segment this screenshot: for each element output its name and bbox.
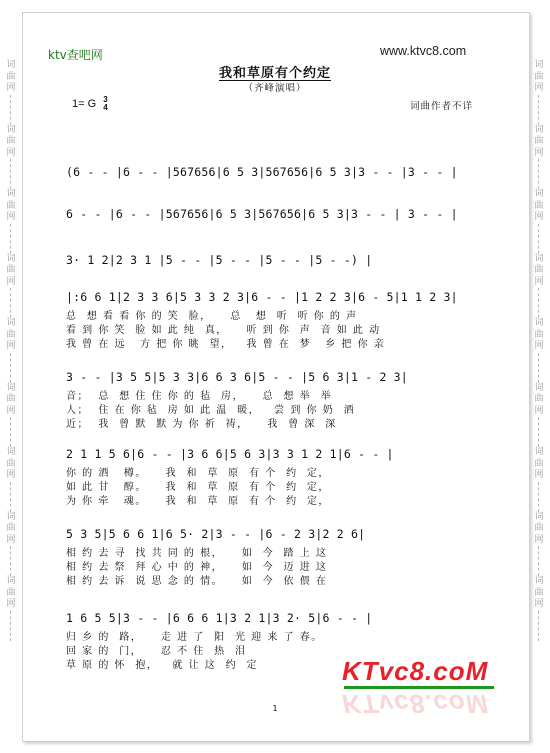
margin-dash [10, 611, 11, 641]
margin-text-group [6, 512, 15, 577]
lyric-line: 近； 我 曾 默 默 为 你 祈 祷， 我 曾 深 深 [66, 419, 337, 430]
time-signature-top: 3 [103, 95, 108, 104]
margin-dash [10, 159, 11, 189]
margin-dash [538, 353, 539, 383]
margin-char: 词 [534, 318, 544, 328]
lyric-line: 我 曾 在 远 方 把 你 眺 望， 我 曾 在 梦 乡 把 你 亲 [66, 339, 386, 350]
margin-char: 词 [534, 382, 544, 393]
margin-char: 词 [6, 511, 16, 522]
lyric-line: 回 家 的 门， 忍 不 住 热 泪 [66, 646, 247, 657]
margin-char: 曲 [534, 523, 544, 533]
margin-char: 曲 [534, 71, 544, 82]
margin-char: 曲 [534, 587, 544, 598]
margin-char: 网 [534, 341, 544, 351]
margin-text-group [534, 189, 543, 254]
lyric-line: 你 的 酒 樽。 我 和 草 原 有 个 约 定， [66, 468, 330, 479]
margin-char: 网 [6, 83, 16, 93]
margin-dash [10, 546, 11, 576]
notation-line: |:6 6 1|2 3 3 6|5 3 3 2 3|6 - - |1 2 2 3|6 - 5|1 1 2 3| [66, 290, 458, 304]
margin-dash [10, 417, 11, 447]
margin-dash [538, 288, 539, 318]
song-title: 我和草原有个约定 [218, 66, 331, 81]
margin-text-group [6, 125, 15, 190]
margin-char: 词 [534, 576, 544, 586]
right-margin-watermark [530, 0, 548, 753]
margin-dash [538, 224, 539, 254]
margin-char: 词 [6, 253, 16, 264]
lyric-line: 相 约 去 寻 找 共 同 的 根， 如 今 踏 上 这 [66, 548, 328, 559]
margin-char: 曲 [534, 265, 544, 275]
margin-dash [538, 482, 539, 512]
page-number: 1 [272, 704, 278, 713]
margin-char: 曲 [6, 329, 16, 340]
time-signature [103, 96, 107, 112]
margin-char: 词 [534, 124, 544, 135]
lyric-line: 如 此 甘 醇。 我 和 草 原 有 个 约 定， [66, 482, 330, 493]
margin-char: 词 [534, 511, 544, 522]
margin-char: 词 [6, 382, 16, 393]
credit: 词曲作者不详 [410, 101, 474, 112]
margin-char: 网 [534, 470, 544, 480]
lyric-line: 相 约 去 祭 拜 心 中 的 神， 如 今 迈 进 这 [66, 562, 328, 573]
margin-char: 曲 [6, 394, 16, 404]
margin-text-group [534, 447, 543, 512]
margin-char: 网 [6, 341, 16, 351]
margin-char: 曲 [534, 458, 544, 469]
margin-char: 词 [534, 447, 544, 457]
margin-char: 网 [534, 147, 544, 158]
margin-text-group [6, 447, 15, 512]
song-subtitle: （齐峰演唱） [243, 83, 307, 94]
left-margin-watermark [2, 0, 20, 753]
notation-line: 1 6 5 5|3 - - |6 6 6 1|3 2 1|3 2· 5|6 - - | [66, 611, 373, 625]
site-url: www.ktvc8.com [380, 44, 467, 58]
key-text: 1= G [72, 97, 97, 110]
margin-char: 词 [6, 318, 16, 328]
intro-line: 3· 1 2|2 3 1 |5 - - |5 - - |5 - - |5 - -) | [66, 253, 373, 267]
margin-char: 网 [6, 276, 16, 287]
margin-text-group [534, 383, 543, 448]
margin-dash [538, 417, 539, 447]
key-signature [72, 96, 108, 112]
lyric-line: 人； 住 在 你 毡 房 如 此 温 暖， 尝 到 你 奶 酒 [66, 405, 356, 416]
margin-char: 词 [6, 124, 16, 135]
lyric-line: 总 想 看 看 你 的 笑 脸， 总 想 听 听 你 的 声 [66, 311, 358, 322]
margin-char: 曲 [534, 200, 544, 211]
margin-dash [10, 224, 11, 254]
margin-text-group [6, 254, 15, 319]
margin-char: 网 [6, 405, 16, 416]
margin-char: 网 [534, 212, 544, 222]
lyric-line: 归 乡 的 路， 走 进 了 阳 光 迎 来 了 春。 [66, 632, 323, 643]
margin-char: 曲 [534, 136, 544, 146]
margin-text-group [6, 576, 15, 641]
margin-char: 词 [6, 189, 16, 199]
margin-text-group [6, 318, 15, 383]
watermark-reflection: KTvc8.coM [342, 689, 489, 719]
notation-line: 5 3 5|5 6 6 1|6 5· 2|3 - - |6 - 2 3|2 2 6| [66, 527, 366, 541]
lyric-line: 音； 总 想 住 住 你 的 毡 房， 总 想 举 举 [66, 391, 333, 402]
margin-text-group [534, 125, 543, 190]
margin-dash [538, 546, 539, 576]
lyric-line: 相 约 去 诉 说 思 念 的 情。 如 今 依 偎 在 [66, 576, 328, 587]
margin-dash [10, 353, 11, 383]
lyric-line: 看 到 你 笑 脸 如 此 纯 真， 听 到 你 声 音 如 此 动 [66, 325, 381, 336]
margin-char: 网 [6, 212, 16, 222]
margin-char: 曲 [534, 329, 544, 340]
margin-char: 曲 [6, 136, 16, 146]
margin-text-group [534, 576, 543, 641]
margin-char: 网 [6, 534, 16, 545]
margin-dash [538, 611, 539, 641]
margin-char: 词 [6, 60, 16, 70]
margin-char: 词 [6, 576, 16, 586]
time-signature-bottom: 4 [103, 103, 108, 112]
site-name: ktv查吧网 [48, 48, 103, 62]
margin-char: 网 [534, 276, 544, 287]
margin-char: 网 [6, 147, 16, 158]
margin-char: 词 [6, 447, 16, 457]
intro-line: 6 - - |6 - - |567656|6 5 3|567656|6 5 3|3 - - | 3 - - | [66, 207, 458, 221]
margin-char: 网 [534, 405, 544, 416]
margin-text-group [534, 318, 543, 383]
margin-char: 曲 [6, 523, 16, 533]
margin-dash [10, 95, 11, 125]
intro-line: (6 - - |6 - - |567656|6 5 3|567656|6 5 3|3 - - |3 - - | [66, 165, 458, 179]
margin-dash [538, 159, 539, 189]
margin-char: 网 [534, 83, 544, 93]
margin-char: 词 [534, 253, 544, 264]
margin-dash [10, 482, 11, 512]
lyric-line: 为 你 牵 魂。 我 和 草 原 有 个 约 定， [66, 496, 330, 507]
watermark-logo: KTvc8.coM [342, 656, 489, 686]
margin-char: 曲 [6, 71, 16, 82]
logo-watermark [342, 656, 502, 726]
margin-char: 曲 [6, 265, 16, 275]
margin-text-group [6, 189, 15, 254]
margin-dash [538, 95, 539, 125]
notation-line: 2 1 1 5 6|6 - - |3 6 6|5 6 3|3 3 1 2 1|6 - - | [66, 447, 394, 461]
margin-char: 网 [6, 470, 16, 480]
notation-line: 3 - - |3 5 5|5 3 3|6 6 3 6|5 - - |5 6 3|1 - 2 3| [66, 370, 408, 384]
margin-text-group [6, 383, 15, 448]
margin-text-group [534, 512, 543, 577]
margin-char: 曲 [6, 587, 16, 598]
margin-char: 网 [534, 599, 544, 609]
lyric-line: 草 原 的 怀 抱， 就 让 这 约 定 [66, 660, 259, 671]
margin-text-group [534, 254, 543, 319]
margin-char: 网 [534, 534, 544, 545]
margin-char: 曲 [6, 458, 16, 469]
margin-char: 曲 [6, 200, 16, 211]
margin-dash [10, 288, 11, 318]
margin-char: 曲 [534, 394, 544, 404]
margin-char: 网 [6, 599, 16, 609]
margin-char: 词 [534, 189, 544, 199]
margin-char: 词 [534, 60, 544, 70]
